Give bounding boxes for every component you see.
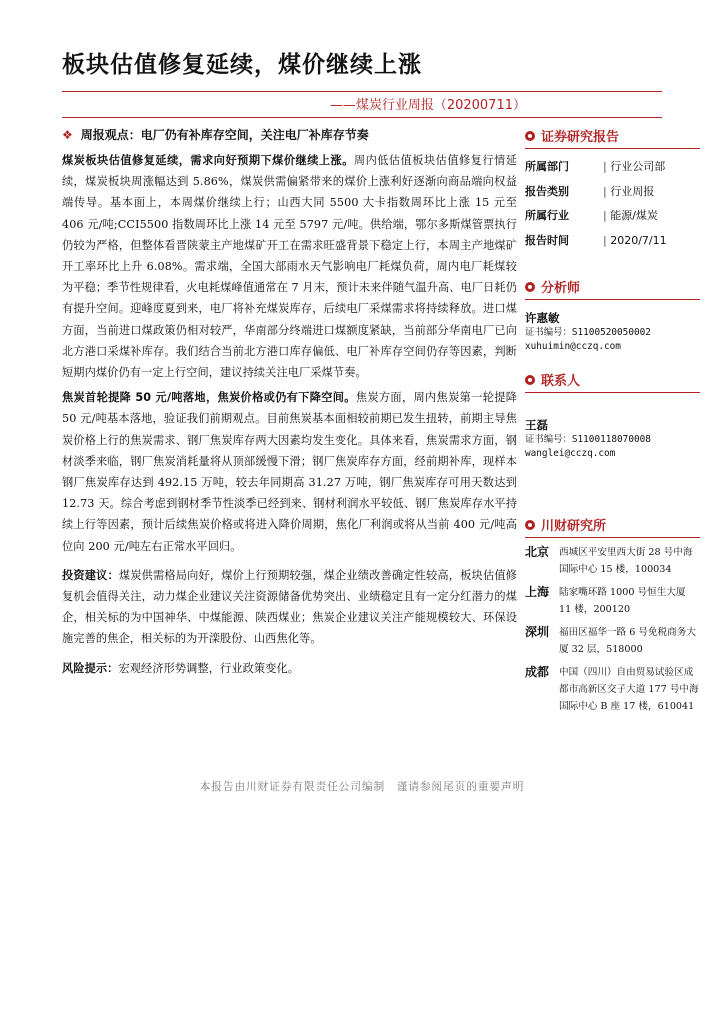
- diamond-bullet-icon: ❖: [62, 128, 73, 142]
- paragraph-investment: [62, 565, 517, 650]
- office-city: 北京: [525, 545, 550, 559]
- report-subtitle: ——煤炭行业周报（20200711）: [329, 98, 526, 113]
- office-city: 成都: [525, 665, 550, 679]
- meta-value: | 行业公司部: [603, 155, 665, 180]
- analyst-cert: 证书编号：S1100520050002: [525, 327, 651, 338]
- report-title: 板块估值修复延续，煤价继续上涨: [62, 52, 422, 78]
- paragraph-risk: [62, 658, 517, 679]
- circle-bullet-icon: [525, 131, 535, 141]
- office-address: 福田区福华一路 6 号免税商务大厦 32 层，518000: [559, 627, 696, 655]
- meta-row: [525, 180, 700, 205]
- office-item: [525, 544, 700, 578]
- meta-label: 所属部门: [525, 160, 569, 173]
- report-meta: [525, 155, 700, 253]
- report-info-heading: 证券研究报告: [525, 126, 700, 149]
- contact-card: [525, 417, 700, 461]
- meta-row: [525, 229, 700, 254]
- institute-heading: 川财研究所: [525, 515, 700, 538]
- analyst-heading: 分析师: [525, 277, 700, 300]
- subtitle-divider: [62, 117, 662, 118]
- analyst-name: 许惠敏: [525, 311, 560, 325]
- risk-body: 宏观经济形势调整，行业政策变化。: [118, 661, 300, 675]
- meta-value: | 2020/7/11: [603, 229, 667, 254]
- contact-name: 王磊: [525, 418, 548, 432]
- paragraph-coal: [62, 150, 517, 383]
- investment-body: 煤炭供需格局向好，煤价上行预期较强，煤企业绩改善确定性较高，板块估值修复机会值得关注，动力煤企业建议关注资源储备优势突出、业绩稳定且有一定分红潜力的煤企，相关标的为中国神华、中煤能源、陕西煤业；焦炭企业建议关注产能规模较大、环保设施完善的焦企，相关标的为开滦股份、山西焦化等。: [62, 568, 517, 646]
- paragraph-coal-lead: 煤炭板块估值修复延续，需求向好预期下煤价继续上涨。: [62, 154, 354, 167]
- analyst-email[interactable]: xuhuimin@cczq.com: [525, 341, 621, 352]
- section-heading: [62, 126, 517, 144]
- meta-row: [525, 204, 700, 229]
- meta-label: 报告类别: [525, 184, 569, 198]
- risk-label: 风险提示：: [62, 661, 119, 675]
- office-address: 西城区平安里西大街 28 号中海国际中心 15 楼，100034: [559, 547, 693, 575]
- paragraph-coal-body: 周内低估值板块估值修复行情延续，煤炭板块周涨幅达到 5.86%，煤炭供需偏紧带来的煤价上涨利好逐渐向商品端向权益端传导。基本面上，本周煤价继续上行；山西大同 5500 大卡指数周环比上涨 15 元至 406 元/吨;CCI5500 指数周环比上涨 14 元至 5797 元/吨。供给端，鄂尔多斯煤管票执行仍较为严格，但整体看晋陕蒙主产地煤矿开工在需求旺盛背景下稳定上行，本周主产地煤矿开工率环比上升 6.08%。需求端，全国大部雨水天气影响电厂耗煤负荷，周内电厂耗煤较为平稳；季节性规律看，火电耗煤峰值通常在 7 月末，预计未来伴随气温升高、电厂日耗仍有提升空间。迎峰度夏到来，电厂将补充煤炭库存，后续电厂采煤需求将持续释放。进口煤方面，当前进口煤政策仍相对较严，华南部分终端进口煤额度紧缺，当前部分华南电厂已向北方港口采煤补库存。我们结合当前北方港口库存偏低、电厂补库存空间仍存等因素，判断短期内煤价仍有一定上行空间，建议持续关注电厂采煤节奏。: [62, 154, 517, 380]
- meta-value: | 能源/煤炭: [603, 204, 658, 229]
- section-title: 周报观点：电厂仍有补库存空间，关注电厂补库存节奏: [80, 128, 369, 142]
- office-address: 中国（四川）自由贸易试验区成都市高新区交子大道 177 号中海国际中心 B 座 17 楼，610041: [559, 667, 699, 712]
- meta-label: 所属行业: [525, 209, 569, 222]
- paragraph-coke-lead: 焦炭首轮提降 50 元/吨落地，焦炭价格或仍有下降空间。: [62, 391, 356, 405]
- meta-value: | 行业周报: [603, 180, 654, 205]
- office-item: [525, 624, 700, 658]
- contact-heading: 联系人: [525, 370, 700, 393]
- office-city: 上海: [525, 585, 550, 599]
- paragraph-coke-body: 焦炭方面，周内焦炭第一轮提降 50 元/吨基本落地，验证我们前期观点。目前焦炭基本面相较前期已发生扭转，前期主导焦炭价格上行的焦炭需求、钢厂焦炭库存两大因素均发生变化。具体来看，焦炭需求方面，钢材淡季来临，钢厂焦炭消耗量将从顶部缓慢下滑；钢厂焦炭库存方面，经前期补库，现样本钢厂焦炭库存达到 492.15 万吨，较去年同期高 31.27 万吨，钢厂焦炭库存可用天数达到 12.73 天。综合考虑到钢材季节性淡季已经到来、钢材利润水平较低、钢厂焦炭库存水平持续上行等因素，预计后续焦炭价格或将进入降价周期，焦化厂利润或将从当前 400 元/吨高位向 200 元/吨左右正常水平回归。: [62, 391, 518, 553]
- title-divider: [62, 91, 662, 92]
- office-address: 陆家嘴环路 1000 号恒生大厦 11 楼，200120: [559, 587, 686, 615]
- contact-cert: 证书编号：S1100118070008: [525, 434, 651, 445]
- circle-bullet-icon: [525, 282, 535, 292]
- meta-label: 报告时间: [525, 233, 569, 247]
- sidebar: [525, 126, 700, 721]
- paragraph-coke: [62, 387, 517, 557]
- page-footer: 本报告由川财证券有限责任公司编制 谨请参阅尾页的重要声明: [199, 781, 525, 793]
- meta-row: [525, 155, 700, 180]
- main-content: [62, 126, 517, 682]
- office-list: [525, 544, 700, 715]
- circle-bullet-icon: [525, 375, 535, 385]
- office-item: [525, 584, 700, 618]
- contact-email[interactable]: wanglei@cczq.com: [525, 448, 616, 459]
- circle-bullet-icon: [525, 520, 535, 530]
- office-city: 深圳: [525, 625, 550, 639]
- office-item: [525, 664, 700, 715]
- analyst-card: [525, 310, 700, 354]
- investment-label: 投资建议：: [62, 568, 119, 582]
